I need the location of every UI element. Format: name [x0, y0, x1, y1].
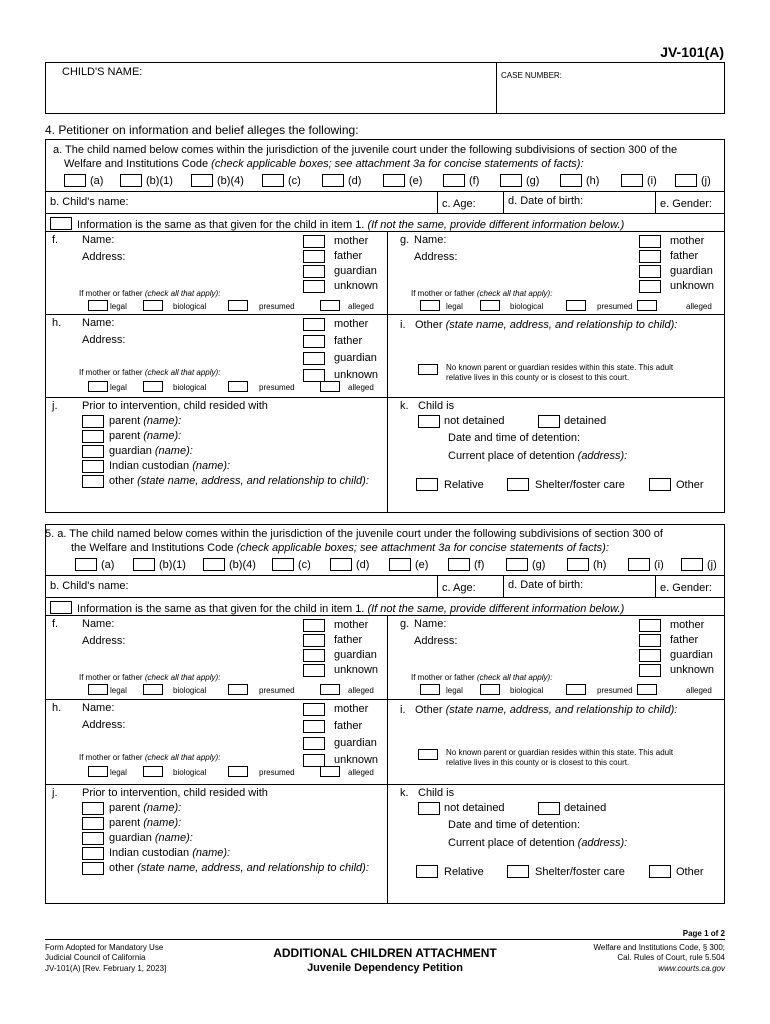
item4-age-label: c. Age:: [442, 198, 476, 210]
item5-h-guardian-label: guardian: [334, 737, 377, 749]
item4-same-info-text: Information is the same as that given for the child in item 1.: [77, 219, 365, 231]
item4-resided-option-4-italic: (state name, address, and relationship to child):: [137, 475, 369, 487]
item4-g-guardian-label: guardian: [670, 265, 713, 277]
if-mf-italic: (check all that apply):: [144, 753, 221, 762]
item5-h-presumed-label: presumed: [259, 768, 295, 777]
item4-f-mother-label: mother: [334, 235, 369, 247]
item5-shelter-label: Shelter/foster care: [535, 866, 625, 878]
item4-intro: 4. Petitioner on information and belief alleges the following:: [45, 123, 359, 137]
if-mf-italic: (check all that apply):: [144, 289, 221, 298]
item4-other-k-label: Other: [676, 479, 704, 491]
item5-resided-option-4-text: other: [109, 862, 135, 874]
item4-g-legal-label: legal: [446, 302, 463, 311]
item5-resided-option-2-text: guardian: [109, 832, 152, 844]
item4-subdivision-label-3: (c): [288, 175, 301, 187]
footer-ref-2: Cal. Rules of Court, rule 5.504: [617, 953, 725, 962]
item5-current-place-text: Current place of detention: [448, 837, 575, 849]
item4-subdivision-label-7: (g): [526, 175, 540, 187]
item5-f-letter: f.: [52, 618, 59, 630]
item4-resided-option-3-text: Indian custodian: [109, 460, 190, 472]
item4-subdivision-label-1: (b)(1): [146, 175, 173, 187]
item4-g-letter: g.: [400, 234, 410, 246]
item5-subdivision-label-10: (j): [707, 559, 717, 571]
item4-g-name-label: Name:: [414, 234, 447, 246]
item5-subdivision-label-4: (d): [356, 559, 370, 571]
item5-subdivision-label-6: (f): [474, 559, 485, 571]
item4-subdivision-label-0: (a): [90, 175, 104, 187]
item5-subdivision-label-2: (b)(4): [229, 559, 256, 571]
item4-subdivision-label-10: (j): [701, 175, 711, 187]
item5-f-alleged-label: alleged: [348, 686, 374, 695]
item5-f-unknown-label: unknown: [334, 664, 379, 676]
item5-i-letter: i.: [400, 704, 406, 716]
item5-resided-option-2-italic: (name):: [154, 832, 193, 844]
item5-g-presumed-label: presumed: [597, 686, 633, 695]
item5-h-mother-label: mother: [334, 703, 369, 715]
item4-a-line1: a. The child named below comes within the jurisdiction of the juvenile court under the following subdivisions of section 300 of the: [53, 144, 678, 156]
item5-child-is: Child is: [418, 787, 455, 799]
item5-g-name-label: Name:: [414, 618, 447, 630]
item5-resided-option-1-italic: (name):: [143, 817, 182, 829]
item5-subdivision-label-0: (a): [101, 559, 115, 571]
item4-resided-option-0-text: parent: [109, 415, 141, 427]
item5-f-presumed-label: presumed: [259, 686, 295, 695]
item4-gender-label: e. Gender:: [660, 198, 712, 210]
item5-g-letter: g.: [400, 618, 410, 630]
item5-date-time-label: Date and time of detention:: [448, 819, 581, 831]
item4-h-alleged-label: alleged: [348, 383, 374, 392]
item4-h-address-label: Address:: [82, 334, 126, 346]
item4-f-alleged-label: alleged: [348, 302, 374, 311]
item5-subdivision-label-5: (e): [415, 559, 429, 571]
if-mf-italic: (check all that apply):: [476, 289, 553, 298]
item4-resided-option-4-text: other: [109, 475, 135, 487]
childs-name-label: CHILD'S NAME:: [62, 66, 143, 78]
item5-a-line1: 5. a. The child named below comes within the jurisdiction of the juvenile court under the following subdivisions of section 300 of: [45, 528, 663, 540]
item5-resided-option-3-text: Indian custodian: [109, 847, 190, 859]
page-number: Page 1 of 2: [682, 929, 725, 938]
item5-subdivision-label-8: (h): [593, 559, 607, 571]
item4-resided-option-2-italic: (name):: [154, 445, 193, 457]
item4-current-place-italic: (address):: [577, 450, 628, 462]
item5-relative-label: Relative: [444, 866, 484, 878]
item4-current-place-text: Current place of detention: [448, 450, 575, 462]
item5-subdivision-label-1: (b)(1): [159, 559, 186, 571]
item5-h-alleged-label: alleged: [348, 768, 374, 777]
item4-prior-label: Prior to intervention, child resided with: [82, 400, 268, 412]
footer-subtitle: Juvenile Dependency Petition: [307, 962, 463, 974]
item5-h-biological-label: biological: [173, 768, 207, 777]
item4-h-father-label: father: [334, 335, 363, 347]
item5-g-address-label: Address:: [414, 635, 458, 647]
item4-g-presumed-label: presumed: [597, 302, 633, 311]
item4-dob-label: d. Date of birth:: [508, 195, 584, 207]
item5-f-father-label: father: [334, 634, 363, 646]
item5-g-unknown-label: unknown: [670, 664, 715, 676]
item5-i-other-text: Other: [415, 704, 443, 716]
item4-j-letter: j.: [52, 400, 58, 412]
if-mf-italic: (check all that apply):: [476, 673, 553, 682]
item5-k-letter: k.: [400, 787, 409, 799]
item4-subdivision-label-4: (d): [348, 175, 362, 187]
item5-resided-option-0-text: parent: [109, 802, 141, 814]
if-mf-italic: (check all that apply):: [144, 368, 221, 377]
item5-resided-option-4-italic: (state name, address, and relationship to child):: [137, 862, 369, 874]
item5-detained-label: detained: [564, 802, 607, 814]
item4-subdivision-label-9: (i): [647, 175, 657, 187]
item4-subdivision-label-5: (e): [409, 175, 423, 187]
item4-child-is: Child is: [418, 400, 455, 412]
item4-h-unknown-label: unknown: [334, 369, 379, 381]
item5-h-unknown-label: unknown: [334, 754, 379, 766]
adopted-line-2: Judicial Council of California: [45, 953, 146, 962]
if-mf-text: If mother or father: [79, 753, 143, 762]
if-mf-text: If mother or father: [79, 368, 143, 377]
item4-resided-option-2-text: guardian: [109, 445, 152, 457]
item5-current-place-italic: (address):: [577, 837, 628, 849]
footer-ref-1: Welfare and Institutions Code, § 300;: [593, 943, 725, 952]
item5-same-info-italic: (If not the same, provide different information below.): [367, 603, 625, 615]
item4-f-legal-label: legal: [110, 302, 127, 311]
item4-a-line2-text: Welfare and Institutions Code: [64, 158, 209, 170]
item5-g-guardian-label: guardian: [670, 649, 713, 661]
if-mf-text: If mother or father: [411, 289, 475, 298]
item5-f-guardian-label: guardian: [334, 649, 377, 661]
item4-i-letter: i.: [400, 319, 406, 331]
item5-g-alleged-label: alleged: [686, 686, 712, 695]
item4-i-other-text: Other: [415, 319, 443, 331]
item4-f-guardian-label: guardian: [334, 265, 377, 277]
item5-childs-name-label: b. Child's name:: [50, 580, 129, 592]
footer-title: ADDITIONAL CHILDREN ATTACHMENT: [273, 946, 497, 960]
item4-a-line2-italic: (check applicable boxes; see attachment 3a for concise statements of facts):: [211, 158, 584, 170]
item5-j-letter: j.: [52, 787, 58, 799]
item5-other-k-label: Other: [676, 866, 704, 878]
item4-g-unknown-label: unknown: [670, 280, 715, 292]
item5-no-known-line1: No known parent or guardian resides within this state. This adult: [446, 748, 674, 757]
item5-f-legal-label: legal: [110, 686, 127, 695]
item5-subdivision-label-3: (c): [298, 559, 311, 571]
item4-detained-label: detained: [564, 415, 607, 427]
item5-g-father-label: father: [670, 634, 699, 646]
item4-resided-option-1-text: parent: [109, 430, 141, 442]
item4-resided-option-1-italic: (name):: [143, 430, 182, 442]
item4-relative-label: Relative: [444, 479, 484, 491]
item5-h-name-label: Name:: [82, 702, 115, 714]
item4-date-time-label: Date and time of detention:: [448, 432, 581, 444]
item5-f-address-label: Address:: [82, 635, 126, 647]
item5-age-label: c. Age:: [442, 582, 476, 594]
item4-g-biological-label: biological: [510, 302, 544, 311]
item5-h-legal-label: legal: [110, 768, 127, 777]
if-mf-text: If mother or father: [79, 289, 143, 298]
item4-g-alleged-label: alleged: [686, 302, 712, 311]
adopted-line-3: JV-101(A) [Rev. February 1, 2023]: [45, 964, 167, 973]
if-mf-text: If mother or father: [79, 673, 143, 682]
item5-g-biological-label: biological: [510, 686, 544, 695]
item5-dob-label: d. Date of birth:: [508, 579, 584, 591]
item5-prior-label: Prior to intervention, child resided with: [82, 787, 268, 799]
item4-frame: [45, 139, 725, 513]
item4-f-letter: f.: [52, 234, 59, 246]
item4-shelter-label: Shelter/foster care: [535, 479, 625, 491]
item4-h-guardian-label: guardian: [334, 352, 377, 364]
item4-resided-option-3-italic: (name):: [192, 460, 231, 472]
item5-resided-option-0-italic: (name):: [143, 802, 182, 814]
item5-h-address-label: Address:: [82, 719, 126, 731]
item5-f-biological-label: biological: [173, 686, 207, 695]
item4-h-letter: h.: [52, 317, 62, 329]
if-mf-italic: (check all that apply):: [144, 673, 221, 682]
item4-g-mother-label: mother: [670, 235, 705, 247]
item5-gender-label: e. Gender:: [660, 582, 712, 594]
form-number: JV-101(A): [660, 44, 724, 60]
item4-same-info-italic: (If not the same, provide different information below.): [367, 219, 625, 231]
item4-g-father-label: father: [670, 250, 699, 262]
item5-f-mother-label: mother: [334, 619, 369, 631]
item4-subdivision-label-6: (f): [469, 175, 480, 187]
adopted-line-1: Form Adopted for Mandatory Use: [45, 943, 164, 952]
item5-subdivision-label-7: (g): [532, 559, 546, 571]
item4-k-letter: k.: [400, 400, 409, 412]
if-mf-text: If mother or father: [411, 673, 475, 682]
item5-g-mother-label: mother: [670, 619, 705, 631]
item5-frame: [45, 524, 725, 904]
item4-subdivision-label-2: (b)(4): [217, 175, 244, 187]
header-box: [45, 62, 725, 114]
item5-a-line2-italic: (check applicable boxes; see attachment 3a for concise statements of facts):: [236, 542, 609, 554]
item5-resided-option-1-text: parent: [109, 817, 141, 829]
item4-h-mother-label: mother: [334, 318, 369, 330]
case-number-label: CASE NUMBER:: [501, 71, 562, 80]
item5-i-other-italic: (state name, address, and relationship to child):: [445, 704, 678, 716]
item5-not-detained-label: not detained: [444, 802, 505, 814]
item4-f-unknown-label: unknown: [334, 280, 379, 292]
item4-f-father-label: father: [334, 250, 363, 262]
footer-url[interactable]: www.courts.ca.gov: [658, 964, 725, 973]
item4-i-other-italic: (state name, address, and relationship to child):: [445, 319, 678, 331]
item5-h-letter: h.: [52, 702, 62, 714]
item4-not-detained-label: not detained: [444, 415, 505, 427]
item5-resided-option-3-italic: (name):: [192, 847, 231, 859]
item4-h-legal-label: legal: [110, 383, 127, 392]
item4-g-address-label: Address:: [414, 251, 458, 263]
item4-h-presumed-label: presumed: [259, 383, 295, 392]
item5-a-line2-text: the Welfare and Institutions Code: [71, 542, 234, 554]
item4-no-known-line2: relative lives in this county or is closest to this court.: [446, 373, 630, 382]
item4-f-address-label: Address:: [82, 251, 126, 263]
item5-subdivision-label-9: (i): [654, 559, 664, 571]
item4-subdivision-label-8: (h): [586, 175, 600, 187]
item4-f-name-label: Name:: [82, 234, 115, 246]
item5-same-info-text: Information is the same as that given for the child in item 1.: [77, 603, 365, 615]
item4-no-known-line1: No known parent or guardian resides within this state. This adult: [446, 363, 674, 372]
item4-resided-option-0-italic: (name):: [143, 415, 182, 427]
item4-h-name-label: Name:: [82, 317, 115, 329]
item5-h-father-label: father: [334, 720, 363, 732]
item5-no-known-line2: relative lives in this county or is closest to this court.: [446, 758, 630, 767]
item5-g-legal-label: legal: [446, 686, 463, 695]
item4-f-presumed-label: presumed: [259, 302, 295, 311]
item4-f-biological-label: biological: [173, 302, 207, 311]
item5-f-name-label: Name:: [82, 618, 115, 630]
item4-h-biological-label: biological: [173, 383, 207, 392]
item4-childs-name-label: b. Child's name:: [50, 196, 129, 208]
